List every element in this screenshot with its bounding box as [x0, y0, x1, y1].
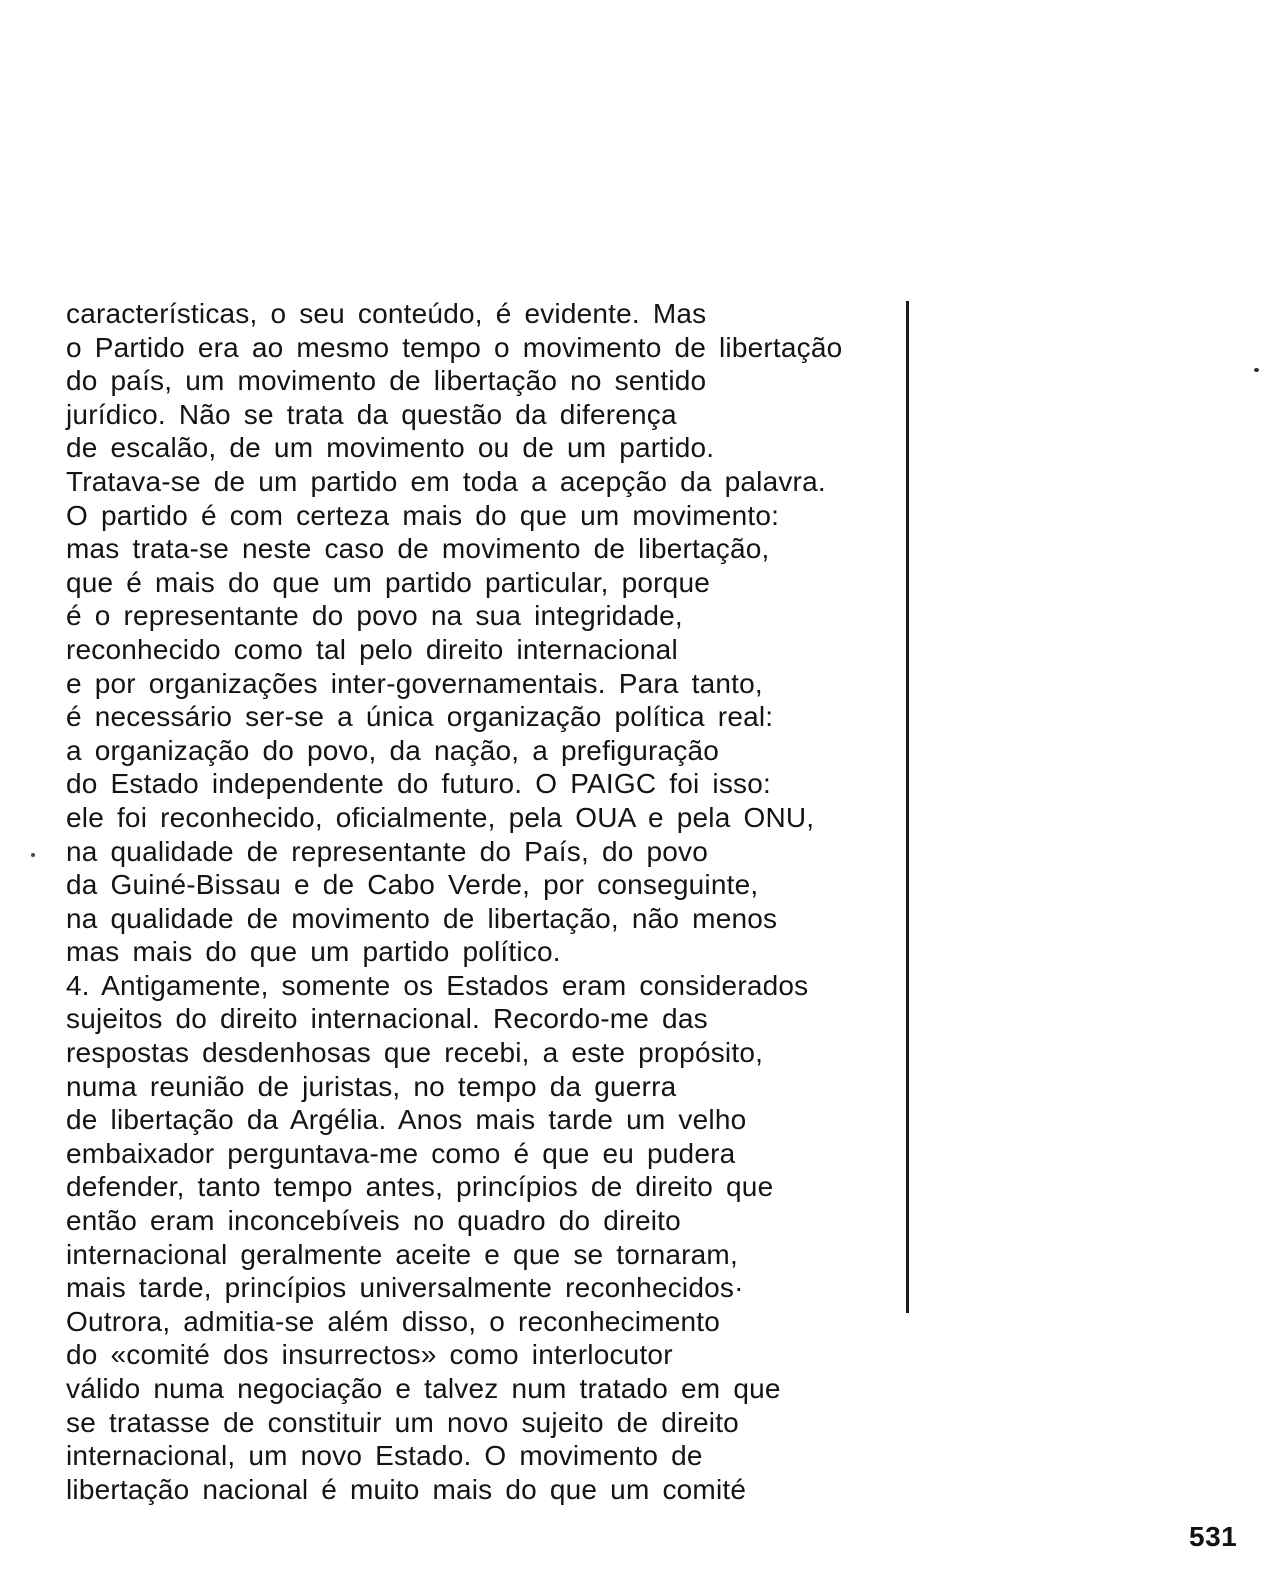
page-number: 531: [1189, 1521, 1238, 1552]
text-line: do país, um movimento de libertação no sentido: [66, 365, 707, 397]
text-column: [66, 297, 892, 1506]
text-line: mais tarde, princípios universalmente reconhecidos·: [66, 1272, 744, 1304]
text-line: de libertação da Argélia. Anos mais tarde um velho: [66, 1104, 747, 1136]
text-line: do Estado independente do futuro. O PAIGC foi isso:: [66, 768, 771, 800]
text-line: reconhecido como tal pelo direito internacional: [66, 633, 678, 665]
text-line: válido numa negociação e talvez num tratado em que: [66, 1373, 781, 1404]
text-line: internacional, um novo Estado. O movimento de: [66, 1440, 703, 1472]
text-line: O partido é com certeza mais do que um movimento:: [66, 499, 780, 531]
text-line: na qualidade de movimento de libertação, não menos: [66, 902, 778, 934]
text-line: ele foi reconhecido, oficialmente, pela OUA e pela ONU,: [66, 801, 815, 833]
text-line: é necessário ser-se a única organização política real:: [66, 701, 774, 733]
text-line: da Guiné-Bissau e de Cabo Verde, por conseguinte,: [66, 869, 759, 901]
text-line: é o representante do povo na sua integridade,: [66, 600, 683, 632]
text-line: respostas desdenhosas que recebi, a este propósito,: [66, 1037, 764, 1069]
text-line: de escalão, de um movimento ou de um partido.: [66, 432, 715, 464]
text-line: que é mais do que um partido particular, porque: [66, 566, 710, 598]
text-line: Outrora, admitia-se além disso, o reconhecimento: [66, 1305, 720, 1337]
text-line: internacional geralmente aceite e que se tornaram,: [66, 1238, 738, 1270]
column-divider-rule: [906, 301, 909, 1313]
text-line: mas trata-se neste caso de movimento de libertação,: [66, 533, 770, 565]
text-line: 4. Antigamente, somente os Estados eram considerados: [66, 969, 809, 1001]
text-line: e por organizações inter-governamentais. Para tanto,: [66, 667, 763, 699]
text-line: então eram inconcebíveis no quadro do direito: [66, 1205, 681, 1237]
text-line: numa reunião de juristas, no tempo da guerra: [66, 1070, 677, 1102]
text-line: o Partido era ao mesmo tempo o movimento de libertação: [66, 331, 843, 363]
text-line: libertação nacional é muito mais do que um comité: [66, 1473, 747, 1505]
text-line: na qualidade de representante do País, do povo: [66, 835, 708, 867]
text-line: sujeitos do direito internacional. Recordo-me das: [66, 1003, 708, 1035]
text-line: mas mais do que um partido político.: [66, 936, 561, 968]
text-line: se tratasse de constituir um novo sujeito de direito: [66, 1406, 739, 1438]
text-line: a organização do povo, da nação, a prefiguração: [66, 734, 720, 766]
text-line: do «comité dos insurrectos» como interlocutor: [66, 1339, 673, 1371]
ink-speck: [31, 853, 35, 857]
text-line: Tratava-se de um partido em toda a acepção da palavra.: [66, 465, 826, 497]
text-line: defender, tanto tempo antes, princípios de direito que: [66, 1171, 774, 1203]
ink-speck: [1254, 368, 1259, 372]
text-line: características, o seu conteúdo, é evidente. Mas: [66, 298, 707, 329]
text-line: jurídico. Não se trata da questão da diferença: [66, 398, 677, 430]
text-line: embaixador perguntava-me como é que eu pudera: [66, 1137, 736, 1169]
